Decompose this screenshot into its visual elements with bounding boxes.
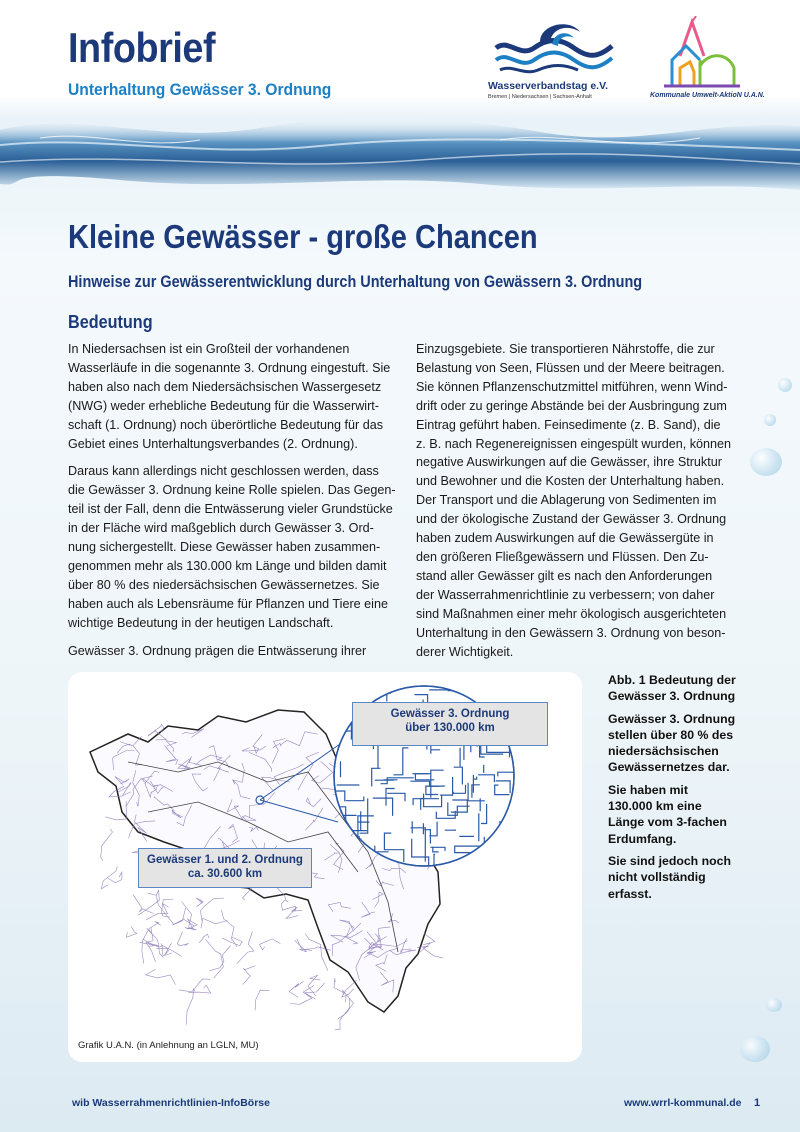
uan-logo — [650, 16, 770, 106]
river-line — [186, 989, 195, 1025]
callout-first-second-order — [138, 848, 312, 888]
river-line — [308, 975, 321, 996]
text-line: haben auch als Lebensräume für Pflanzen und Tiere eine — [68, 596, 388, 611]
figure-credit: Grafik U.A.N. (in Anlehnung an LGLN, MU) — [78, 1040, 259, 1051]
river-line — [126, 927, 136, 938]
text-column-left — [68, 340, 408, 670]
ditch-line — [510, 859, 529, 865]
text-line: nung sichergestellt. Diese Gewässer haben zusammen- — [68, 540, 381, 555]
river-line — [237, 932, 254, 964]
river-line — [222, 910, 238, 947]
caption-paragraph — [608, 782, 768, 847]
ditch-line — [505, 837, 515, 845]
text-line: haben zudem Auswirkungen auf die Gewässergüte in — [416, 531, 714, 546]
caption-line: stellen über 80 % des — [608, 727, 734, 742]
river-line — [101, 829, 113, 861]
ditch-line — [331, 672, 356, 685]
text-line: (NWG) weder erhebliche Bedeutung für die Wasserwirt- — [68, 398, 379, 413]
river-line — [162, 900, 174, 918]
body-paragraph — [68, 462, 408, 632]
text-line: negative Auswirkungen auf die Gewässer, ihre Struktur — [416, 455, 722, 470]
water-drop-decoration — [766, 998, 782, 1012]
river-line — [133, 895, 153, 914]
water-drop-decoration — [764, 414, 776, 426]
wave-logo-icon — [488, 18, 618, 78]
body-paragraph — [68, 642, 408, 661]
river-line — [289, 981, 303, 997]
text-line: teil ist der Fall, denn die Entwässerung vieler Grundstücke — [68, 502, 393, 517]
figure-caption — [608, 672, 768, 908]
footer-website-link[interactable]: www.wrrl-kommunal.de — [624, 1097, 742, 1109]
river-line — [108, 872, 122, 883]
text-line: Gebiet eines Unterhaltungsverbandes (2. Ordnung). — [68, 436, 358, 451]
text-line: haben also nach dem Niedersächsischen Wassergesetz — [68, 379, 382, 394]
text-line: Gewässer 3. Ordnung prägen die Entwässerung ihrer — [68, 643, 367, 658]
caption-line: Gewässer 3. Ordnung — [608, 689, 736, 704]
caption-paragraph — [608, 853, 768, 902]
river-line — [209, 946, 230, 971]
river-line — [417, 946, 443, 958]
figure-map — [68, 672, 582, 1062]
section-heading: Bedeutung — [68, 312, 153, 332]
ditch-line — [362, 683, 377, 698]
body-paragraph — [416, 340, 756, 661]
newsletter-title: Infobrief — [68, 24, 216, 71]
ditch-line — [482, 861, 494, 868]
river-line — [201, 898, 225, 921]
river-line — [148, 893, 174, 924]
river-line — [177, 932, 188, 946]
caption-line: Abb. 1 Bedeutung der — [608, 673, 736, 687]
caption-line: Erdumfang. — [608, 831, 677, 846]
ditch-line — [334, 701, 354, 714]
river-line — [206, 939, 224, 978]
river-line — [142, 929, 153, 963]
caption-paragraph — [608, 711, 768, 776]
article-subtitle: Hinweise zur Gewässerentwicklung durch Unterhaltung von Gewässern 3. Ordnung — [68, 272, 643, 291]
text-line: Eintrag geführt haben. Feinsedimente (z. B. Sand), die — [416, 417, 721, 432]
ditch-line — [444, 863, 461, 872]
text-line: den größeren Fließgewässern und Flüssen. Den Zu- — [416, 549, 709, 564]
text-line: in der Fläche wird maßgeblich durch Gewässer 3. Ord- — [68, 521, 374, 536]
caption-line: Sie sind jedoch noch — [608, 853, 731, 868]
text-line: z. B. nach Regenereignissen eingespült wurden, können — [416, 436, 732, 451]
river-line — [201, 918, 228, 928]
river-line — [172, 908, 194, 927]
callout-line: ca. 30.600 km — [187, 868, 263, 880]
caption-line: nicht vollständig — [608, 870, 706, 885]
text-line: schaft (1. Ordnung) noch überörtliche Bedeutung für das — [68, 417, 384, 432]
text-line: und Bewohner und die Kosten der Unterhaltung haben. — [416, 474, 725, 489]
text-line: und der ökologische Zustand der Gewässer 3. Ordnung — [416, 512, 727, 527]
callout-line: über 130.000 km — [405, 722, 495, 734]
river-line — [304, 983, 325, 999]
river-line — [342, 980, 357, 997]
water-drop-decoration — [750, 448, 782, 476]
river-line — [146, 969, 176, 984]
logo-regions: Bremen | Niedersachsen | Sachsen-Anhalt — [488, 94, 592, 100]
text-line: die Gewässer 3. Ordnung keine Rolle spielen. Das Gegen- — [68, 483, 396, 498]
river-line — [290, 986, 314, 1005]
river-line — [281, 900, 295, 910]
river-line — [196, 898, 203, 907]
text-line: Wasserläufe in die sogenannte 3. Ordnung eingestuft. Sie — [68, 360, 391, 375]
text-line: derer Wichtigkeit. — [416, 644, 514, 659]
text-line: über 80 % des niedersächsischen Gewässernetzes. Sie — [68, 577, 380, 592]
text-column-right — [416, 340, 756, 670]
text-line: stand aller Gewässer gilt es nach den Anforderungen — [416, 568, 713, 583]
callout-third-order — [352, 702, 548, 746]
callout-line: Gewässer 1. und 2. Ordnung — [147, 854, 303, 866]
caption-line: erfasst. — [608, 886, 652, 901]
page-number: 1 — [754, 1097, 761, 1109]
river-line — [295, 940, 312, 952]
text-line: wichtige Bedeutung in der heutigen Landschaft. — [68, 615, 334, 630]
houses-logo-icon — [650, 16, 750, 91]
water-banner — [0, 100, 800, 210]
wasserverbandstag-logo — [488, 18, 628, 108]
caption-line: Länge vom 3-fachen — [608, 815, 727, 830]
caption-line: Gewässernetzes dar. — [608, 760, 730, 775]
text-line: der Wasserrahmenrichtlinie zu verbessern; von daher — [416, 587, 715, 602]
river-line — [286, 907, 302, 919]
text-line: Belastung von Seen, Flüssen und der Meere beitragen. — [416, 360, 725, 375]
article-title: Kleine Gewässer - große Chancen — [68, 218, 538, 255]
water-drop-decoration — [778, 378, 792, 392]
text-line: Unterhaltung in den Gewässern 3. Ordnung von beson- — [416, 625, 726, 640]
river-line — [260, 939, 281, 950]
newsletter-subtitle: Unterhaltung Gewässer 3. Ordnung — [68, 80, 332, 99]
caption-line: Gewässer 3. Ordnung — [608, 711, 736, 726]
footer-publisher: wib Wasserrahmenrichtlinien-InfoBörse — [72, 1097, 270, 1109]
callout-line: Gewässer 3. Ordnung — [390, 708, 510, 720]
text-line: Der Transport und die Ablagerung von Sedimenten im — [416, 493, 717, 508]
river-line — [334, 978, 346, 1002]
river-line — [335, 998, 350, 1030]
river-line — [146, 943, 158, 962]
text-line: In Niedersachsen ist ein Großteil der vorhandenen — [68, 342, 350, 356]
logo-name: Kommunale Umwelt-AktioN U.A.N. — [650, 92, 765, 99]
ditch-line — [344, 679, 362, 700]
text-line: Einzugsgebiete. Sie transportieren Nährstoffe, die zur — [416, 342, 715, 356]
body-paragraph — [68, 340, 408, 453]
caption-line: 130.000 km eine — [608, 799, 702, 814]
caption-line: Sie haben mit — [608, 782, 688, 797]
text-line: Daraus kann allerdings nicht geschlossen werden, dass — [68, 464, 379, 479]
river-line — [243, 966, 256, 985]
river-line — [101, 866, 117, 889]
river-line — [338, 990, 354, 1019]
caption-paragraph — [608, 672, 768, 705]
ditch-line — [513, 818, 518, 832]
logo-name: Wasserverbandstag e.V. — [488, 80, 609, 92]
caption-line: niedersächsischen — [608, 744, 719, 759]
text-line: drift oder zu geringe Abstände bei der Ausbringung zum — [416, 398, 727, 413]
river-line — [149, 922, 161, 929]
text-line: Sie können Pflanzenschutzmittel mitführen, wenn Wind- — [416, 379, 728, 394]
river-line — [223, 937, 243, 946]
text-line: genommen mehr als 130.000 km Länge und bilden damit — [68, 558, 387, 573]
text-line: sind Maßnahmen einer mehr ökologisch ausgerichteten — [416, 606, 727, 621]
water-drop-decoration — [740, 1036, 770, 1062]
river-line — [255, 990, 269, 1010]
